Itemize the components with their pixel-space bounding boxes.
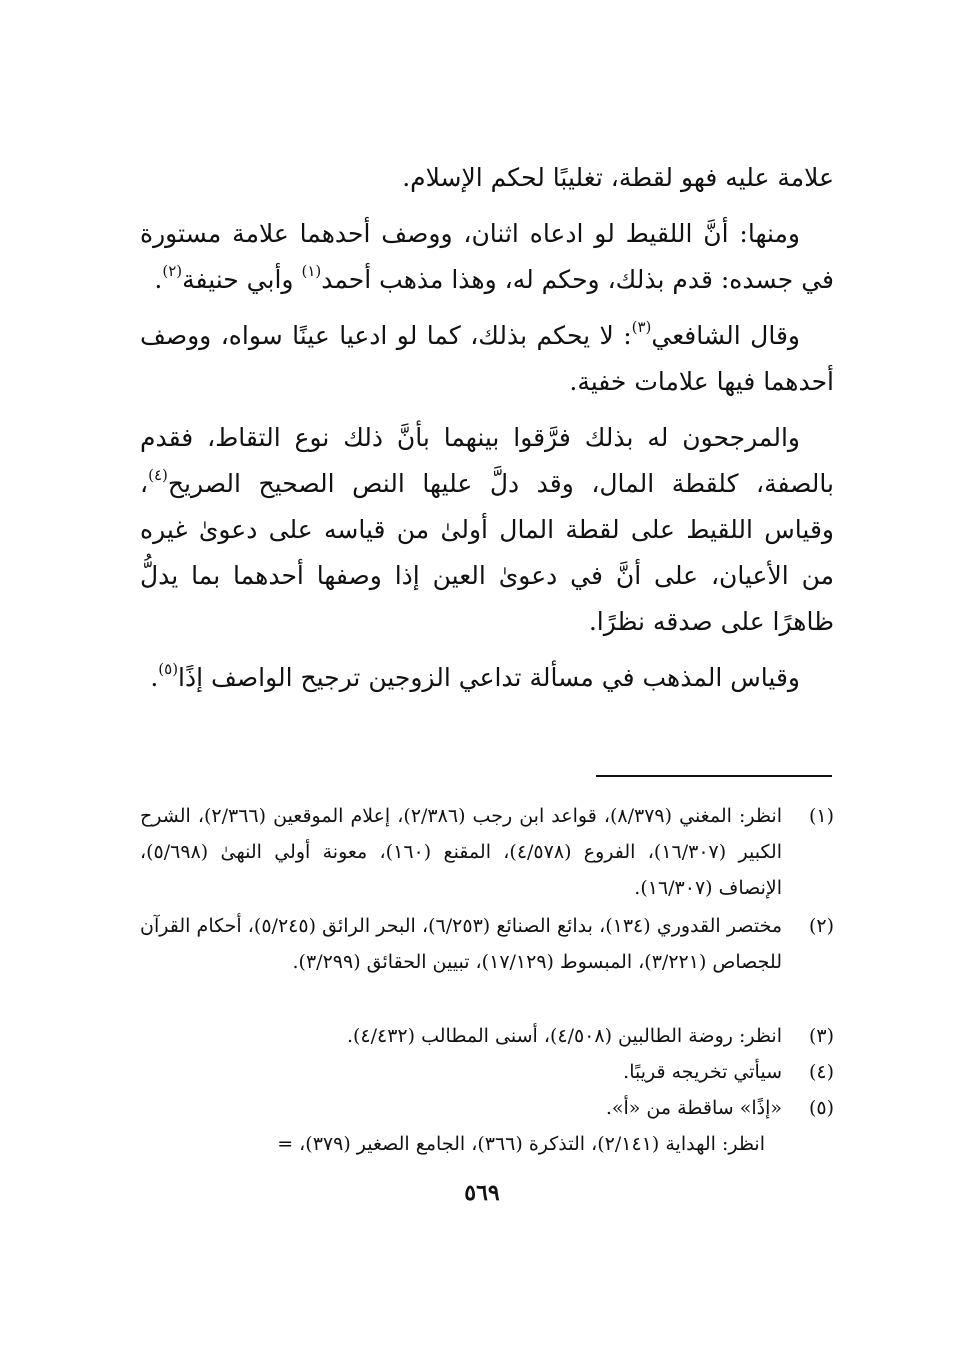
paragraph-1 <box>140 155 834 201</box>
footnote-continuation: انظر: الهداية (٢/١٤١)، التذكرة (٣٦٦)، الجامع الصغير (٣٧٩)، = <box>277 1133 765 1155</box>
footnote-2-text: مختصر القدوري (١٣٤)، بدائع الصنائع (٦/٢٥٣)، البحر الرائق (٥/٢٤٥)، أحكام القرآن للجصاص (٣/٢٢١)، المبسوط (١٧/١٢٩)، تبيين الحقائق (٣/٢٩٩). <box>140 915 783 973</box>
footnote-ref-3[interactable]: (٣) <box>631 318 652 336</box>
footnote-5-number: (٥) <box>808 1097 834 1119</box>
paragraph-5-end: . <box>150 663 159 692</box>
footnote-ref-1[interactable]: (١) <box>301 262 322 280</box>
footnote-2 <box>140 908 834 980</box>
paragraph-4-text: والمرجحون له بذلك فرَّقوا بينهما بأنَّ ذلك نوع التقاط، فقدم بالصفة، كلقطة المال، وقد دلَّ عليها النص الصحيح الصريح <box>140 423 834 498</box>
paragraph-3-text: وقال الشافعي <box>651 321 800 350</box>
footnote-5-text: «إذًا» ساقطة من «أ». <box>605 1097 782 1119</box>
main-text <box>140 155 834 701</box>
footnote-1-number: (١) <box>808 805 834 827</box>
page-number: ٥٦٩ <box>464 1180 500 1206</box>
footnote-4 <box>140 1054 834 1090</box>
footnote-ref-4[interactable]: (٤) <box>148 466 168 484</box>
footnote-ref-2[interactable]: (٢) <box>162 262 183 280</box>
paragraph-2-text: ومنها: أنَّ اللقيط لو ادعاه اثنان، ووصف أحدهما علامة مستورة في جسده: قدم بذلك، وحكم له، وهذا مذهب أحمد <box>140 219 834 294</box>
paragraph-5 <box>140 655 834 701</box>
footnote-4-number: (٤) <box>808 1061 834 1083</box>
paragraph-3-tail: : لا يحكم بذلك، كما لو ادعيا عينًا سواه، ووصف أحدهما فيها علامات خفية. <box>140 321 834 396</box>
footnote-3-text: انظر: روضة الطالبين (٤/٥٠٨)، أسنى المطالب (٤/٤٣٢). <box>346 1025 782 1047</box>
footnote-3 <box>140 1018 834 1054</box>
footnote-1-text: انظر: المغني (٨/٣٧٩)، قواعد ابن رجب (٢/٣٨٦)، إعلام الموقعين (٢/٣٦٦)، الشرح الكبير (١٦/٣٠٧)، الفروع (٤/٥٧٨)، المقنع (١٦٠)، معونة أولي النهىٰ (٥/٦٩٨)، الإنصاف (١٦/٣٠٧). <box>140 805 783 899</box>
footnote-separator <box>596 775 832 777</box>
paragraph-2-tail: وأبي حنيفة <box>182 265 302 294</box>
paragraph-2-end: . <box>154 265 163 294</box>
footnote-1 <box>140 798 834 906</box>
paragraph-3 <box>140 313 834 405</box>
footnote-ref-5[interactable]: (٥) <box>158 660 179 678</box>
footnote-2-number: (٢) <box>808 915 834 937</box>
paragraph-4-tail: ، وقياس اللقيط على لقطة المال أولىٰ من قياسه على دعوىٰ غيره من الأعيان، على أنَّ في دعوىٰ العين إذا وصفها أحدهما بما يدلُّ ظاهرًا على صدقه نظرًا. <box>140 469 834 636</box>
paragraph-2 <box>140 211 834 303</box>
footnote-4-text: سيأتي تخريجه قريبًا. <box>623 1061 782 1083</box>
paragraph-1-text: علامة عليه فهو لقطة، تغليبًا لحكم الإسلام. <box>402 163 834 192</box>
paragraph-5-text: وقياس المذهب في مسألة تداعي الزوجين ترجيح الواصف إذًا <box>178 663 800 692</box>
footnote-3-number: (٣) <box>808 1025 834 1047</box>
paragraph-4 <box>140 415 834 645</box>
footnote-5 <box>140 1090 834 1126</box>
